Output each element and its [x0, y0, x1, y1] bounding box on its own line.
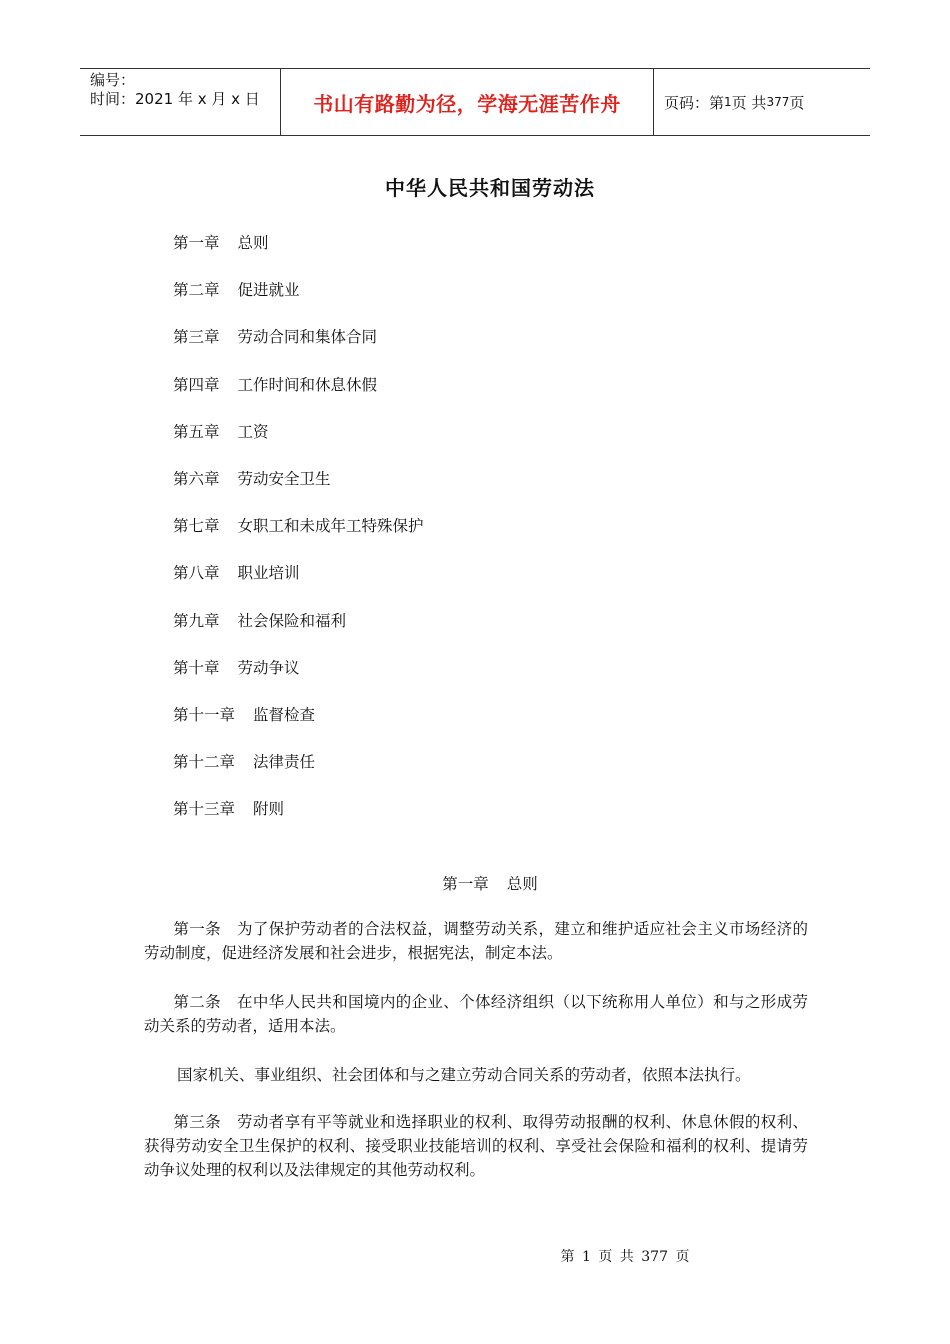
article-text: 为了保护劳动者的合法权益，调整劳动关系，建立和维护适应社会主义市场经济的劳动制度，促进经济发展和社会进步，根据宪法，制定本法。 [144, 920, 808, 962]
footer-prefix: 第 [560, 1249, 575, 1265]
chapter-name: 总则 [506, 875, 538, 893]
header-page-prefix: 页码：第 [664, 93, 725, 112]
article-label: 第三条 [173, 1113, 221, 1131]
toc-item [173, 515, 424, 562]
toc-chapter-name: 附则 [253, 800, 285, 819]
toc-chapter-name: 职业培训 [237, 564, 300, 583]
toc-chapter-name: 工作时间和休息休假 [237, 375, 378, 394]
toc-chapter-number: 第四章 [173, 375, 220, 394]
toc-item [173, 421, 424, 468]
footer-total: 377 [641, 1249, 668, 1265]
toc-item [173, 704, 424, 751]
page-footer [0, 1246, 950, 1266]
toc-chapter-number: 第九章 [173, 611, 220, 630]
article-label: 第一条 [173, 920, 221, 938]
toc-item [173, 798, 424, 845]
toc-chapter-name: 劳动争议 [237, 658, 300, 677]
footer-suffix: 页 [675, 1249, 690, 1265]
page-header [80, 68, 870, 136]
toc-item [173, 657, 424, 704]
toc-chapter-number: 第十二章 [173, 753, 236, 772]
toc-item [173, 468, 424, 515]
toc-chapter-number: 第十一章 [173, 705, 236, 724]
toc-chapter-number: 第六章 [173, 469, 220, 488]
serial-label: 编号： [90, 71, 136, 89]
header-motto: 书山有路勤为径，学海无涯苦作舟 [281, 69, 654, 135]
toc-chapter-name: 工资 [237, 422, 269, 441]
article-1 [144, 917, 808, 965]
toc-chapter-number: 第二章 [173, 281, 220, 300]
article-label: 第二条 [173, 993, 221, 1011]
toc-chapter-name: 女职工和未成年工特殊保护 [237, 517, 424, 536]
article-3 [144, 1110, 808, 1182]
article-text: 国家机关、事业组织、社会团体和与之建立劳动合同关系的劳动者，依照本法执行。 [177, 1066, 751, 1084]
article-2 [144, 990, 808, 1038]
toc-chapter-name: 总则 [237, 234, 269, 252]
toc-chapter-name: 促进就业 [237, 281, 300, 300]
header-page-mid: 页 共 [731, 93, 767, 112]
toc-chapter-number: 第十三章 [173, 800, 236, 819]
toc-chapter-number: 第十章 [173, 658, 220, 677]
header-page-info [654, 69, 870, 135]
table-of-contents [173, 232, 424, 845]
chapter-number: 第一章 [442, 875, 489, 893]
header-meta [80, 69, 281, 135]
footer-current: 1 [581, 1249, 591, 1265]
toc-chapter-name: 监督检查 [253, 705, 316, 724]
document-title: 中华人民共和国劳动法 [385, 176, 595, 200]
toc-item [173, 326, 424, 373]
footer-mid: 页 共 [598, 1249, 634, 1265]
toc-chapter-number: 第三章 [173, 328, 220, 347]
article-text: 劳动者享有平等就业和选择职业的权利、取得劳动报酬的权利、休息休假的权利、获得劳动安全卫生保护的权利、接受职业技能培训的权利、享受社会保险和福利的权利、提请劳动争议处理的权利以及法律规定的其他劳动权利。 [144, 1113, 808, 1179]
toc-chapter-name: 劳动安全卫生 [237, 469, 331, 488]
header-page-suffix: 页 [789, 93, 805, 112]
toc-chapter-name: 法律责任 [253, 753, 316, 772]
chapter-heading [0, 872, 950, 894]
toc-item [173, 232, 424, 279]
article-text: 在中华人民共和国境内的企业、个体经济组织（以下统称用人单位）和与之形成劳动关系的劳动者，适用本法。 [144, 993, 808, 1035]
toc-chapter-number: 第七章 [173, 517, 220, 536]
toc-chapter-name: 社会保险和福利 [237, 611, 347, 630]
toc-item [173, 279, 424, 326]
toc-chapter-number: 第一章 [173, 234, 220, 252]
toc-item [173, 562, 424, 609]
time-label: 时间：2021 年 x 月 x 日 [90, 90, 260, 108]
toc-item [173, 374, 424, 421]
header-page-total: 377 [766, 95, 790, 109]
header-page-current: 1 [724, 95, 732, 109]
toc-item [173, 610, 424, 657]
toc-chapter-name: 劳动合同和集体合同 [237, 328, 378, 347]
article-2-paragraph-2 [144, 1063, 808, 1087]
toc-chapter-number: 第五章 [173, 422, 220, 441]
toc-item [173, 751, 424, 798]
toc-chapter-number: 第八章 [173, 564, 220, 583]
